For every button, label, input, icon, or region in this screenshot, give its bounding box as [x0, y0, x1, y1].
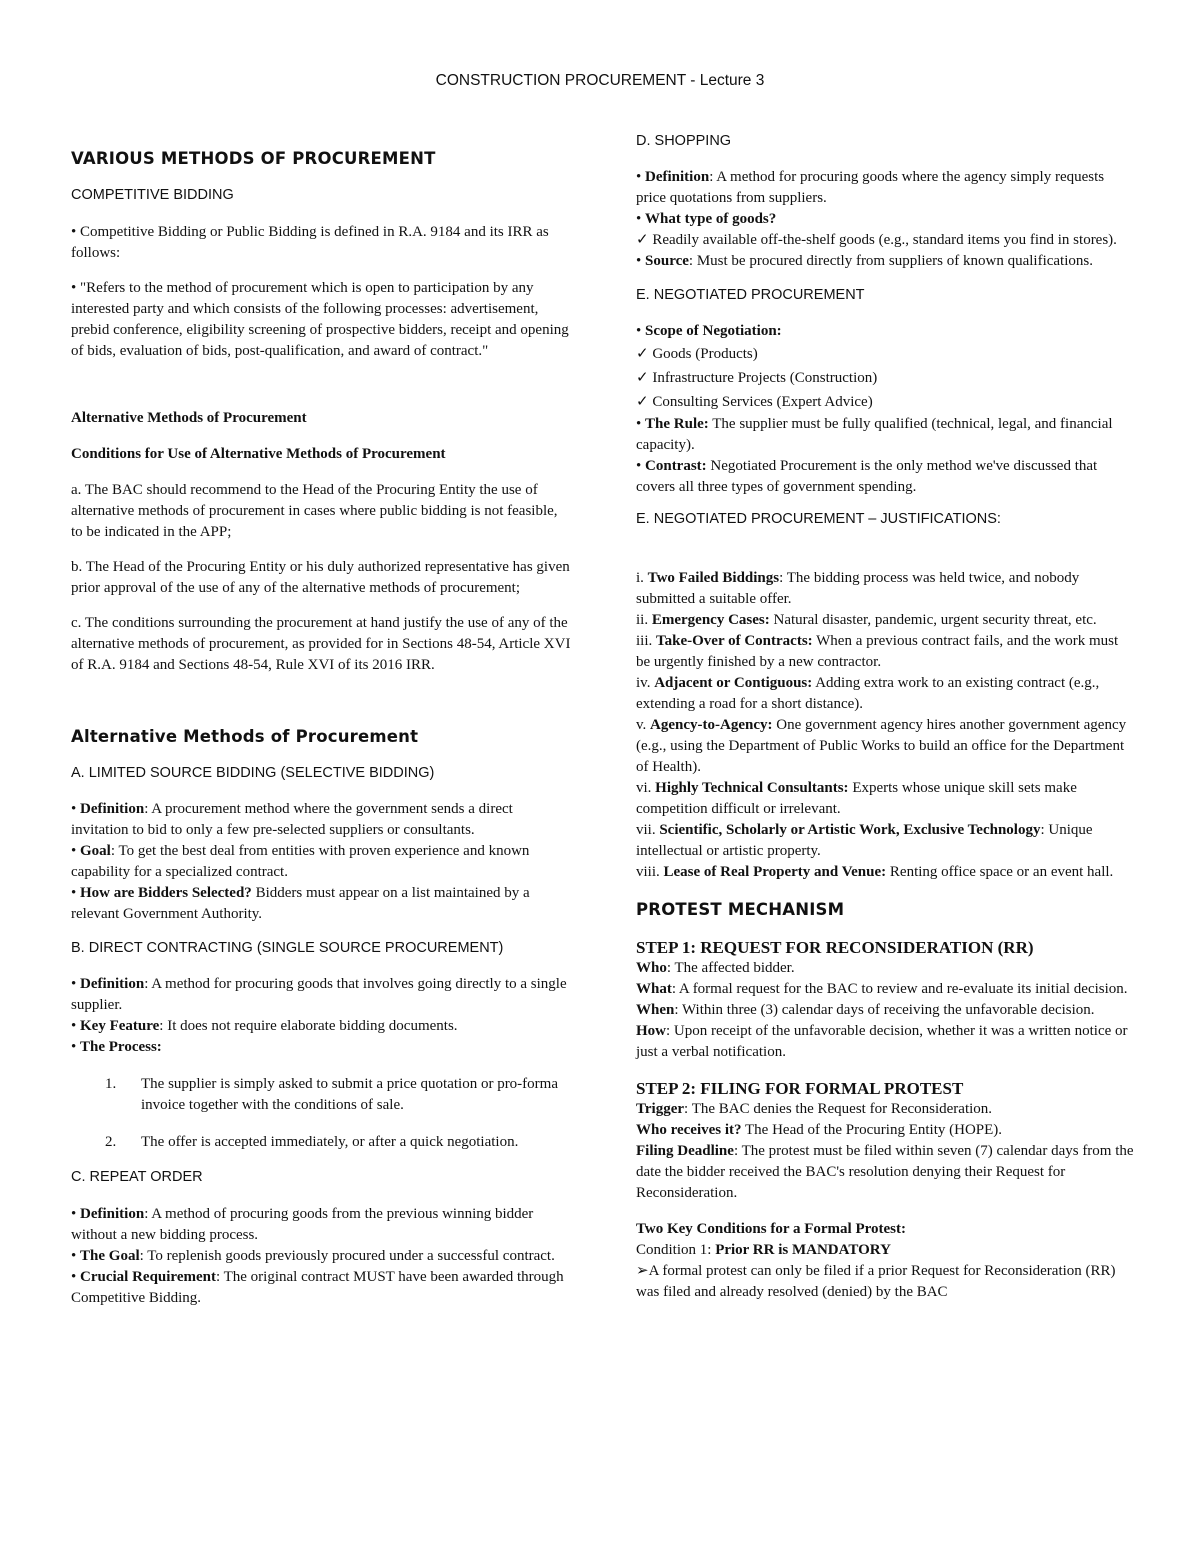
justifications-list: [636, 568, 1136, 883]
repeat-order-heading: C. REPEAT ORDER: [71, 1169, 203, 1185]
alt-methods-heading: Alternative Methods of Procurement: [71, 410, 307, 426]
justification-item: viii. Lease of Real Property and Venue: Renting office space or an event hall.: [636, 864, 1114, 880]
left-column: [71, 128, 571, 1309]
competitive-definition: • Competitive Bidding or Public Bidding is defined in R.A. 9184 and its IRR as follows:: [71, 224, 549, 261]
key-conditions-heading: Two Key Conditions for a Formal Protest:: [636, 1221, 906, 1237]
step1-body: [636, 958, 1136, 1063]
step1-when: When: Within three (3) calendar days of receiving the unfavorable decision.: [636, 1002, 1095, 1018]
condition-b: b. The Head of the Procuring Entity or his duly authorized representative has given prior approval of the use of any of the alternative methods of procurement;: [71, 559, 570, 596]
shopping-definition: • Definition: A method for procuring goods where the agency simply requests price quotations from suppliers.: [636, 169, 1105, 206]
step2-who: Who receives it? The Head of the Procuring Entity (HOPE).: [636, 1122, 1003, 1138]
competitive-bidding-heading: COMPETITIVE BIDDING: [71, 187, 234, 203]
direct-contracting-body: [71, 974, 571, 1058]
condition-a: a. The BAC should recommend to the Head of the Procuring Entity the use of alternative methods of procurement in cases where public bidding is not feasible, to be indicated in the APP;: [71, 482, 558, 540]
justification-item: v. Agency-to-Agency: One government agency hires another government agency (e.g., using the Department of Public Works to build an office for the Department of Health).: [636, 717, 1127, 775]
scope-item: ✓ Infrastructure Projects (Construction): [636, 370, 878, 386]
shopping-source: • Source: Must be procured directly from suppliers of known qualifications.: [636, 253, 1093, 269]
step2-heading: STEP 2: FILING FOR FORMAL PROTEST: [636, 1079, 964, 1098]
negotiated-rule: • The Rule: The supplier must be fully qualified (technical, legal, and financial capacity).: [636, 416, 1113, 453]
step1-who: Who: The affected bidder.: [636, 960, 795, 976]
condition-c: c. The conditions surrounding the procurement at hand justify the use of any of the alternative methods of procurement, as provided for in Sections 48-54, Article XVI of R.A. 9184 and Sections 48-54, Rule XVI of its 2016 IRR.: [71, 615, 571, 673]
shopping-type-text: ✓ Readily available off-the-shelf goods (e.g., standard items you find in stores).: [636, 232, 1117, 248]
process-step: 1. The supplier is simply asked to submit a price quotation or pro-forma invoice together with the conditions of sale.: [105, 1076, 558, 1113]
alt-methods-heading-2: Alternative Methods of Procurement: [71, 727, 419, 746]
repeat-goal: • The Goal: To replenish goods previously procured under a successful contract.: [71, 1248, 555, 1264]
repeat-definition: • Definition: A method of procuring goods from the previous winning bidder without a new bidding process.: [71, 1206, 534, 1243]
step1-heading: STEP 1: REQUEST FOR RECONSIDERATION (RR): [636, 938, 1034, 957]
justification-item: i. Two Failed Biddings: The bidding process was held twice, and nobody submitted a suitable offer.: [636, 570, 1080, 607]
conditions-heading: Conditions for Use of Alternative Methods of Procurement: [71, 446, 446, 462]
negotiated-contrast: • Contrast: Negotiated Procurement is the only method we've discussed that covers all three types of government spending.: [636, 458, 1098, 495]
condition-1: Condition 1: Prior RR is MANDATORY: [636, 1242, 891, 1258]
step1-how: How: Upon receipt of the unfavorable decision, whether it was a written notice or just a verbal notification.: [636, 1023, 1128, 1060]
condition-1-detail: ➢A formal protest can only be filed if a prior Request for Reconsideration (RR) was filed and already resolved (denied) by the BAC: [636, 1263, 1116, 1300]
direct-process-label: • The Process:: [71, 1039, 162, 1055]
page-title: CONSTRUCTION PROCUREMENT - Lecture 3: [435, 72, 765, 89]
process-steps: [71, 1074, 571, 1153]
repeat-crucial: • Crucial Requirement: The original contract MUST have been awarded through Competitive Bidding.: [71, 1269, 564, 1306]
process-step: 2. The offer is accepted immediately, or after a quick negotiation.: [105, 1134, 519, 1150]
justification-item: iii. Take-Over of Contracts: When a previous contract fails, and the work must be urgently finished by a new contractor.: [636, 633, 1119, 670]
justification-item: iv. Adjacent or Contiguous: Adding extra work to an existing contract (e.g., extending a road for a short distance).: [636, 675, 1100, 712]
scope-item: ✓ Consulting Services (Expert Advice): [636, 394, 873, 410]
limited-how: • How are Bidders Selected? Bidders must appear on a list maintained by a relevant Government Authority.: [71, 885, 530, 922]
scope-item: ✓ Goods (Products): [636, 346, 758, 362]
right-column: [636, 128, 1136, 1303]
step2-body: [636, 1099, 1136, 1204]
step2-trigger: Trigger: The BAC denies the Request for Reconsideration.: [636, 1101, 993, 1117]
justification-item: vii. Scientific, Scholarly or Artistic Work, Exclusive Technology: Unique intellectual or artistic property.: [636, 822, 1093, 859]
direct-key-feature: • Key Feature: It does not require elaborate bidding documents.: [71, 1018, 458, 1034]
step1-what: What: A formal request for the BAC to review and re-evaluate its initial decision.: [636, 981, 1128, 997]
shopping-heading: D. SHOPPING: [636, 133, 732, 149]
limited-goal: • Goal: To get the best deal from entities with proven experience and known capability for a specialized contract.: [71, 843, 530, 880]
step2-deadline: Filing Deadline: The protest must be filed within seven (7) calendar days from the date the bidder received the BAC's resolution denying their Request for Reconsideration.: [636, 1143, 1134, 1201]
justification-item: vi. Highly Technical Consultants: Experts whose unique skill sets make competition difficult or irrelevant.: [636, 780, 1077, 817]
shopping-type-label: • What type of goods?: [636, 211, 777, 227]
direct-definition: • Definition: A method for procuring goods that involves going directly to a single supplier.: [71, 976, 567, 1013]
limited-definition: • Definition: A procurement method where the government sends a direct invitation to bid to only a few pre-selected suppliers or consultants.: [71, 801, 513, 838]
limited-source-body: [71, 799, 571, 925]
limited-source-heading: A. LIMITED SOURCE BIDDING (SELECTIVE BIDDING): [71, 765, 435, 781]
justification-item: ii. Emergency Cases: Natural disaster, pandemic, urgent security threat, etc.: [636, 612, 1097, 628]
repeat-order-body: [71, 1204, 571, 1309]
various-methods-heading: VARIOUS METHODS OF PROCUREMENT: [71, 149, 436, 168]
protest-mechanism-heading: PROTEST MECHANISM: [636, 900, 845, 919]
negotiated-heading: E. NEGOTIATED PROCUREMENT: [636, 287, 865, 303]
competitive-quote: • "Refers to the method of procurement which is open to participation by any interested party and which consists of the following processes: advertisement, prebid conference, eligibility screening of prospective bidders, receipt and opening of bids, evaluation of bids, post-qualification, and award of contract.": [71, 280, 569, 359]
direct-contracting-heading: B. DIRECT CONTRACTING (SINGLE SOURCE PROCUREMENT): [71, 940, 504, 956]
shopping-body: [636, 167, 1136, 272]
negotiated-scope-label: • Scope of Negotiation:: [636, 323, 782, 339]
justifications-heading: E. NEGOTIATED PROCUREMENT – JUSTIFICATIONS:: [636, 511, 1001, 527]
negotiated-body: [636, 321, 1136, 498]
